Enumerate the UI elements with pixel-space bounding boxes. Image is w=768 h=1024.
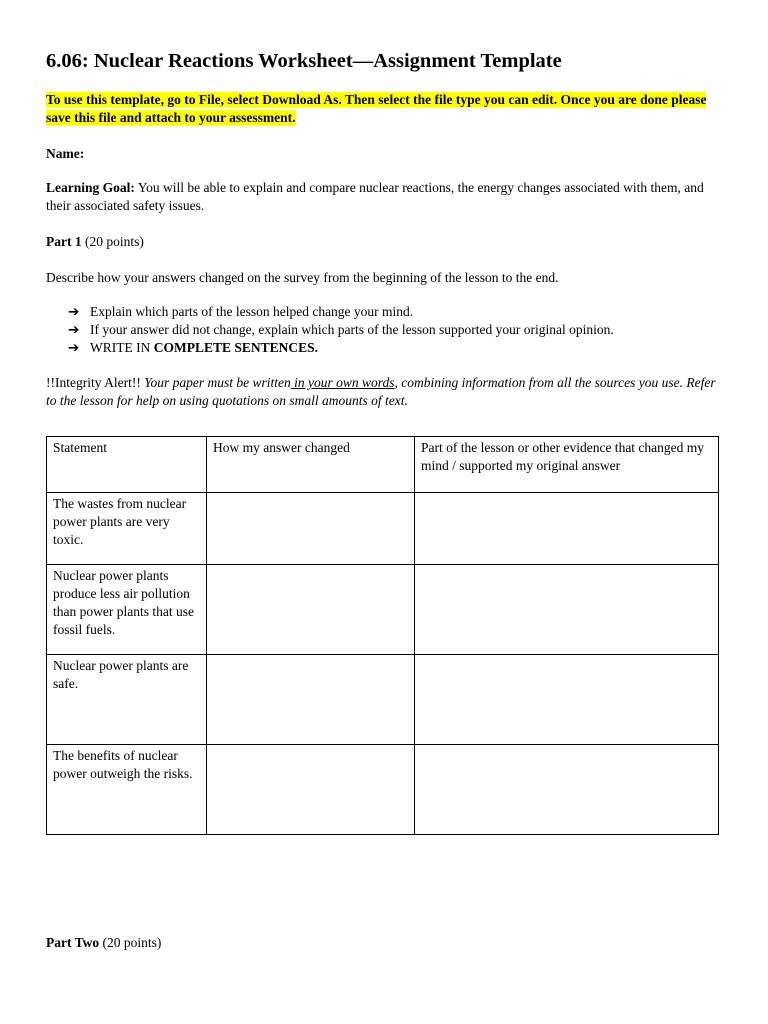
name-label: Name: xyxy=(46,146,85,161)
bullet-item xyxy=(68,303,726,321)
template-instructions xyxy=(46,91,726,127)
table-row xyxy=(47,745,719,835)
table-row xyxy=(47,565,719,655)
header-statement: Statement xyxy=(47,437,207,493)
answer-changed-cell[interactable] xyxy=(207,493,415,565)
bullet-item xyxy=(68,339,726,357)
statement-cell: The wastes from nuclear power plants are very toxic. xyxy=(47,493,207,565)
response-table xyxy=(46,436,719,835)
statement-cell: Nuclear power plants produce less air pollution than power plants that use fossil fuels. xyxy=(47,565,207,655)
bullet-item xyxy=(68,321,726,339)
instructions-highlight: To use this template, go to File, select Download As. Then select the file type you can edit. Once you are done please save this file and attach to your assessment. xyxy=(46,92,707,125)
part1-label: Part 1 xyxy=(46,234,82,249)
table-row xyxy=(47,655,719,745)
bullet-bold-text: COMPLETE SENTENCES. xyxy=(153,340,319,355)
table-header-row xyxy=(47,437,719,493)
arrow-icon: ➔ xyxy=(68,304,80,319)
document-page xyxy=(46,48,726,835)
part2-heading xyxy=(46,934,161,952)
arrow-icon: ➔ xyxy=(68,340,80,355)
arrow-icon: ➔ xyxy=(68,322,80,337)
learning-goal xyxy=(46,179,726,215)
table-row xyxy=(47,493,719,565)
evidence-cell[interactable] xyxy=(415,565,719,655)
bullet-text: If your answer did not change, explain which parts of the lesson supported your original opinion. xyxy=(90,322,614,337)
integrity-underlined: in your own words xyxy=(290,375,395,390)
integrity-alert xyxy=(46,374,726,410)
part2-points: (20 points) xyxy=(99,935,162,950)
part2-label: Part Two xyxy=(46,935,100,950)
part1-points: (20 points) xyxy=(81,234,144,249)
name-field xyxy=(46,145,726,163)
learning-goal-label: Learning Goal: xyxy=(46,180,135,195)
bullet-text: WRITE IN xyxy=(90,340,154,355)
integrity-text-b: , combining information from all the sources you use. Refer to the lesson for help on using quotations on small amounts of text. xyxy=(46,375,716,408)
page-title: 6.06: Nuclear Reactions Worksheet—Assignment Template xyxy=(46,50,562,72)
bullet-text: Explain which parts of the lesson helped change your mind. xyxy=(90,304,414,319)
statement-cell: The benefits of nuclear power outweigh the risks. xyxy=(47,745,207,835)
instruction-bullets xyxy=(68,303,726,357)
header-answer-changed: How my answer changed xyxy=(207,437,415,493)
header-evidence: Part of the lesson or other evidence that changed my mind / supported my original answer xyxy=(415,437,719,493)
evidence-cell[interactable] xyxy=(415,655,719,745)
integrity-text-a: Your paper must be written xyxy=(144,375,291,390)
answer-changed-cell[interactable] xyxy=(207,745,415,835)
answer-changed-cell[interactable] xyxy=(207,565,415,655)
answer-changed-cell[interactable] xyxy=(207,655,415,745)
part1-heading xyxy=(46,233,726,251)
learning-goal-text: You will be able to explain and compare nuclear reactions, the energy changes associated with them, and their associated safety issues. xyxy=(46,180,704,213)
evidence-cell[interactable] xyxy=(415,745,719,835)
part1-prompt: Describe how your answers changed on the survey from the beginning of the lesson to the end. xyxy=(46,270,559,285)
statement-cell: Nuclear power plants are safe. xyxy=(47,655,207,745)
integrity-alert-label: !!Integrity Alert!! xyxy=(46,375,145,390)
evidence-cell[interactable] xyxy=(415,493,719,565)
